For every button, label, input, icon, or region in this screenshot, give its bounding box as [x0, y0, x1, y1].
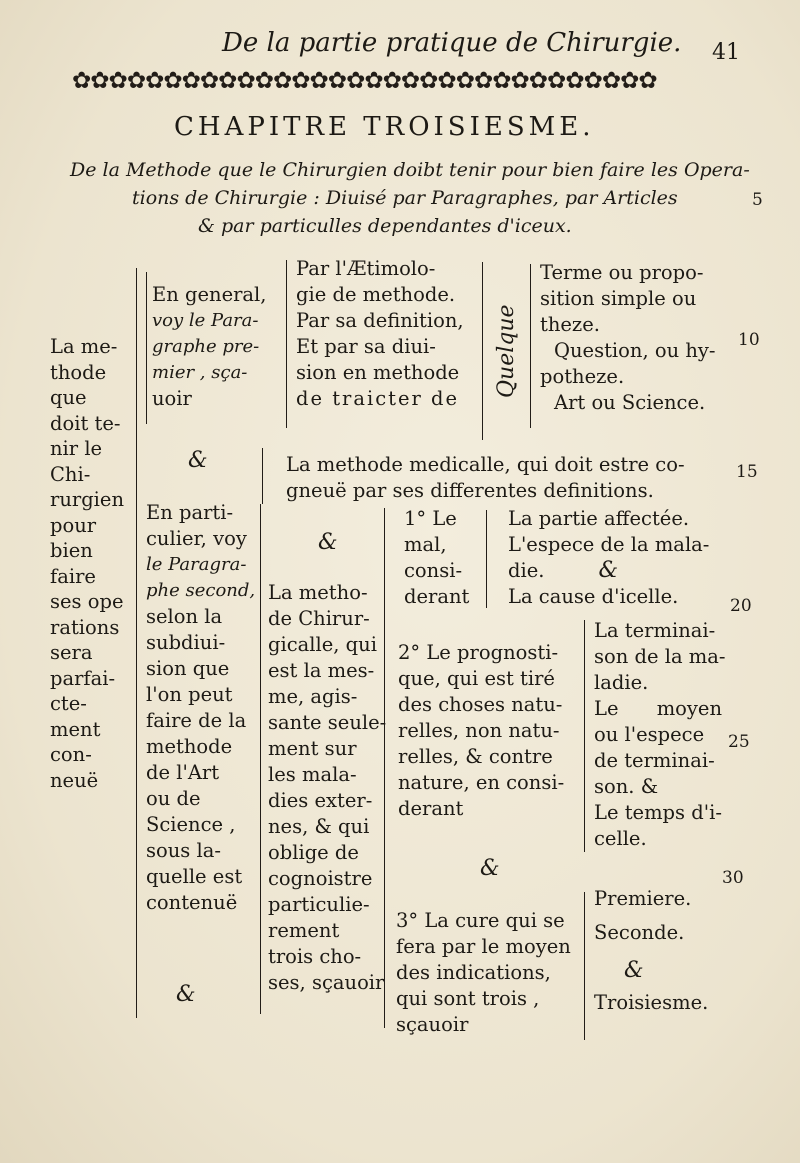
ampersand: & — [624, 958, 644, 983]
mal-label — [404, 506, 469, 610]
mal-line: derant — [404, 585, 470, 608]
particulier-label — [146, 500, 255, 916]
prognostique-item: Le temps d'i- — [594, 801, 722, 824]
particulier-line: sous la- — [146, 839, 221, 862]
stem-line: ment — [50, 717, 101, 741]
mal-line: consi- — [404, 559, 463, 582]
stem-line: Chi- — [50, 462, 91, 486]
prognostique-item: de terminai- — [594, 749, 715, 772]
stem-line: faire — [50, 564, 96, 588]
ampersand: & — [188, 448, 208, 473]
quelque-item: sition simple ou — [540, 287, 697, 310]
prognostique-line: derant — [398, 797, 464, 820]
general-items-brace — [286, 260, 295, 428]
ampersand: & — [176, 982, 196, 1007]
particulier-line: l'on peut — [146, 683, 233, 706]
general-line: voy le Para- — [152, 310, 259, 331]
subtitle-line: & par particulles dependantes d'iceux. — [198, 215, 572, 237]
particulier-line: subdiui- — [146, 631, 226, 654]
prognostique-item: La terminai- — [594, 619, 716, 642]
cure-label — [396, 908, 571, 1038]
prognostique-line: que, qui est tiré — [398, 667, 555, 690]
cure-items — [594, 886, 708, 1016]
chirurgicale-line: de Chirur- — [268, 607, 370, 630]
particulier-line: culier, voy — [146, 527, 247, 550]
medicale-line: gneuë par ses differentes definitions. — [286, 479, 654, 502]
cure-line: fera par le moyen — [396, 935, 571, 958]
line-number: 25 — [728, 732, 750, 752]
mal-item: La cause d'icelle. — [508, 585, 679, 608]
particulier-line: ou de — [146, 787, 201, 810]
quelque-item: Question, ou hy- — [554, 339, 716, 362]
mal-item: La partie affectée. — [508, 507, 690, 530]
cure-brace — [584, 892, 593, 1040]
particulier-line: En parti- — [146, 501, 234, 524]
general-item: sion en methode — [296, 361, 460, 384]
prognostique-brace — [584, 620, 593, 852]
mal-items — [508, 506, 709, 610]
cure-line: des indications, — [396, 961, 551, 984]
cure-item: Premiere. — [594, 887, 692, 910]
particulier-line: faire de la — [146, 709, 247, 732]
mal-item — [508, 558, 709, 584]
prognostique-item: ou l'espece — [594, 723, 705, 746]
particulier-brace — [252, 504, 261, 1014]
quelque-brace — [530, 264, 539, 428]
general-line: graphe pre- — [152, 336, 260, 357]
prognostique-item: son. & — [594, 775, 659, 798]
line-number: 5 — [752, 190, 763, 210]
stem-line: thode — [50, 360, 107, 384]
quelque-label: Quelque — [494, 304, 519, 398]
stem-line: que — [50, 386, 87, 409]
chirurgicale-line: nes, & qui — [268, 815, 370, 838]
cure-item: Seconde. — [594, 921, 685, 944]
chirurgicale-text — [268, 580, 386, 996]
prognostique-item: son de la ma- — [594, 645, 726, 668]
mal-brace — [486, 510, 495, 608]
quelque-item: potheze. — [540, 365, 625, 388]
running-title: De la partie pratique de Chirurgie. — [222, 28, 682, 58]
stem-line: La me- — [50, 335, 118, 358]
stem-line: bien — [50, 539, 93, 562]
general-item: Par l'Ætimolo- — [296, 257, 436, 280]
general-item: Par sa definition, — [296, 309, 464, 332]
medicale-text — [286, 452, 685, 504]
mal-line: 1° Le — [404, 507, 457, 530]
prognostique-item: ladie. — [594, 671, 649, 694]
subtitle-line: tions de Chirurgie : Diuisé par Paragraphes, par Articles — [132, 187, 678, 209]
chirurgicale-line: gicalle, qui — [268, 633, 377, 656]
general-items — [296, 256, 464, 412]
stem-column — [50, 334, 124, 793]
ampersand: & — [480, 856, 500, 881]
stem-line: con- — [50, 743, 92, 766]
line-number: 30 — [722, 868, 744, 888]
prognostique-line: 2° Le prognosti- — [398, 641, 559, 664]
chirurgicale-line: les mala- — [268, 763, 357, 786]
line-number: 10 — [738, 330, 760, 350]
page-number: 41 — [712, 40, 740, 65]
chirurgicale-line: est la mes- — [268, 659, 375, 682]
stem-line: doit te- — [50, 411, 121, 435]
prognostique-line: nature, en consi- — [398, 771, 565, 794]
stem-line: pour — [50, 513, 97, 537]
general-item: Et par sa diui- — [296, 335, 436, 358]
mal-line: mal, — [404, 533, 447, 556]
mal-item-text: die. — [508, 559, 545, 582]
prognostique-item: celle. — [594, 827, 647, 850]
cure-line: 3° La cure qui se — [396, 909, 565, 932]
line-number: 15 — [736, 462, 758, 482]
fleuron-ornament-band: ✿✿✿✿✿✿✿✿✿✿✿✿✿✿✿✿✿✿✿✿✿✿✿✿✿✿✿✿✿✿✿✿ — [72, 68, 657, 94]
particulier-line: Science , — [146, 813, 236, 836]
ampersand: & — [598, 558, 619, 583]
quelque-items — [540, 260, 716, 416]
particulier-line: le Paragra- — [146, 554, 247, 575]
line-number: 20 — [730, 596, 752, 616]
prognostique-items — [594, 618, 726, 852]
cure-item: Troisiesme. — [594, 991, 709, 1014]
general-item: de traicter de — [296, 387, 460, 410]
chirurgicale-line: rement — [268, 919, 340, 942]
stem-line: ses ope — [50, 590, 124, 613]
chirurgicale-line: cognoistre — [268, 867, 373, 890]
particulier-line: sion que — [146, 657, 230, 680]
general-item: gie de methode. — [296, 283, 456, 306]
quelque-item: Art ou Science. — [554, 391, 706, 414]
prognostique-item: Le moyen — [594, 697, 723, 720]
particulier-line: quelle est — [146, 865, 243, 888]
particulier-line: de l'Art — [146, 761, 220, 784]
chirurgicale-line: particulie- — [268, 893, 370, 916]
stem-line: sera — [50, 641, 93, 664]
cure-line: sçauoir — [396, 1013, 469, 1036]
prognostique-line: des choses natu- — [398, 693, 563, 716]
stem-line: nir le — [50, 437, 103, 460]
chirurgicale-line: dies exter- — [268, 789, 373, 812]
particulier-line: selon la — [146, 605, 223, 628]
chirurgicale-line: oblige de — [268, 841, 359, 864]
general-line: En general, — [152, 283, 267, 306]
general-line: mier , sça- — [152, 362, 248, 383]
prognostique-label — [398, 640, 564, 822]
cure-line: qui sont trois , — [396, 987, 540, 1010]
medicale-line: La methode medicalle, qui doit estre co- — [286, 453, 685, 476]
chirurgicale-line: La metho- — [268, 581, 368, 604]
chapter-subtitle — [70, 156, 750, 240]
general-line: uoir — [152, 387, 192, 410]
prognostique-line: relles, & contre — [398, 745, 553, 768]
quelque-item: Terme ou propo- — [540, 261, 704, 284]
stem-line: rations — [50, 615, 120, 639]
subtitle-line: De la Methode que le Chirurgien doibt tenir pour bien faire les Opera- — [70, 159, 750, 181]
chapter-title: CHAPITRE TROISIESME. — [174, 112, 595, 142]
main-brace — [128, 268, 137, 1018]
prognostique-line: relles, non natu- — [398, 719, 560, 742]
medicale-brace — [262, 448, 269, 504]
mal-item: L'espece de la mala- — [508, 533, 710, 556]
stem-line: rurgien — [50, 488, 125, 511]
stem-line: parfai- — [50, 666, 116, 690]
chirurgicale-line: trois cho- — [268, 945, 362, 968]
stem-line: cte- — [50, 692, 87, 715]
ampersand: & — [318, 530, 338, 555]
stem-line: neuë — [50, 768, 99, 792]
chirurgicale-line: sante seule- — [268, 711, 387, 734]
general-label — [152, 282, 267, 412]
chirurgicale-line: me, agis- — [268, 685, 358, 708]
particulier-line: phe second, — [146, 580, 256, 601]
chirurgicale-brace — [376, 508, 385, 1028]
chirurgicale-line: ses, sçauoir — [268, 971, 385, 994]
general-right-brace — [474, 262, 483, 440]
quelque-item: theze. — [540, 313, 600, 336]
particulier-line: methode — [146, 735, 233, 758]
particulier-line: contenuë — [146, 891, 238, 914]
chirurgicale-line: ment sur — [268, 737, 357, 760]
